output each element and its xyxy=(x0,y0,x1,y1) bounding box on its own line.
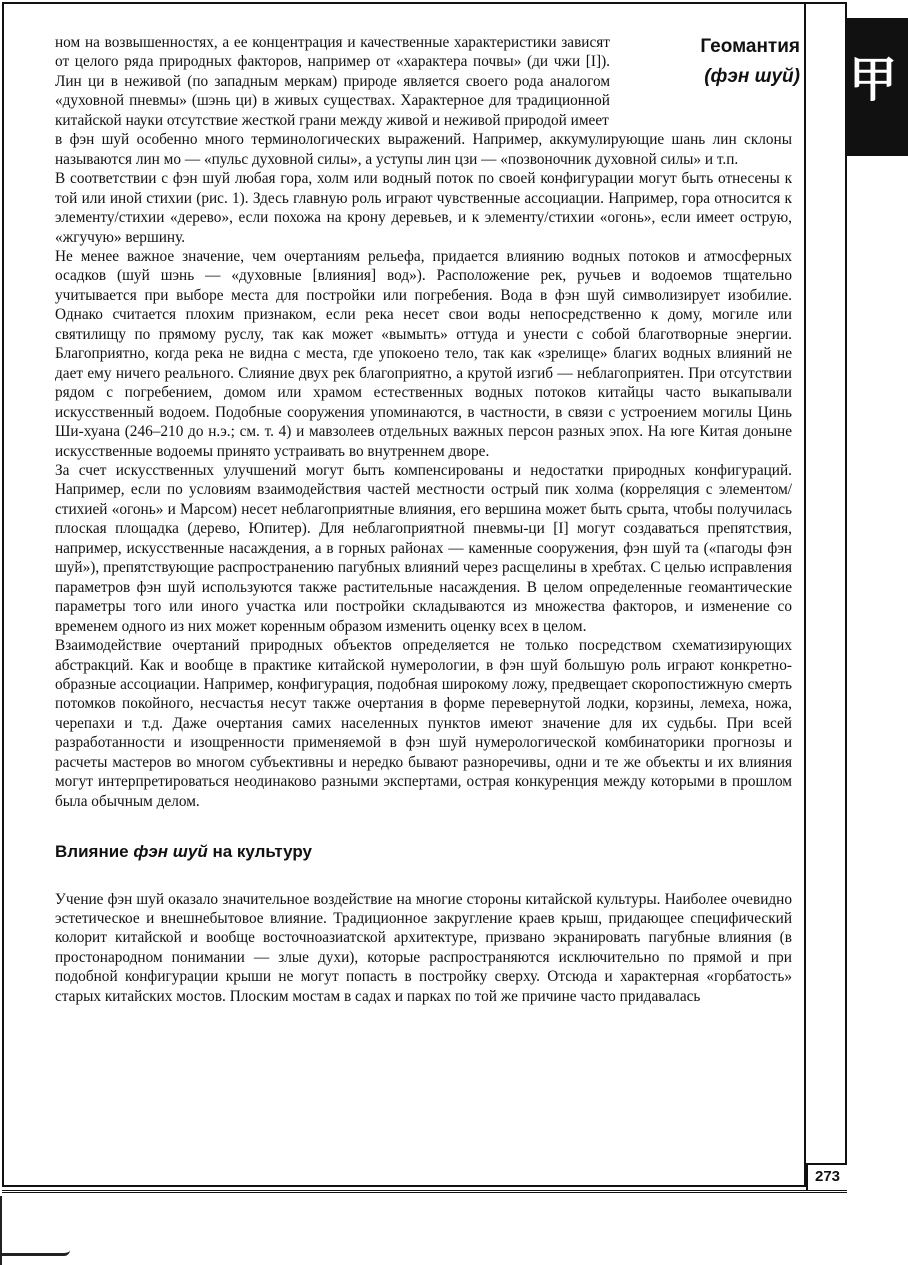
paragraph-5: Взаимодействие очертаний природных объектов определяется не только посредством схематизирующих абстракций. Как и вообще в практике китайской нумерологии, в фэн шуй большую роль играют конкретно-образные ассоциации. Например, конфигурация, подобная широкому ложу, предвещает скоропостижную смерть потомков покойного, несчастья несут также очертания в форме перевернутой лодки, корзины, лемеха, ножа, черепахи и т.д. Даже очертания самих населенных пунктов имеют значение для их судьбы. При всей разработанности и изощренности применяемой в фэн шуй нумерологической комбинаторики прогнозы и расчеты мастеров во многом субъективны и нередко бывают разноречивы, одни и те же объекты и их влияния могут интерпретироваться неодинаково разными экспертами, острая конкуренция между которыми в прошлом была обычным делом. xyxy=(55,637,792,810)
heading-part-1: Влияние xyxy=(55,842,134,862)
paragraph-2: В соответствии с фэн шуй любая гора, холм или водный поток по своей конфигурации могут быть отнесены к той или иной стихии (рис. 1). Здесь главную роль играют чувственные ассоциации. Например, гора относится к элементу/стихии «дерево», если похожа на крону деревьев, и к элементу/стихии «огонь», если имеет острую, «жгучую» вершину. xyxy=(55,170,792,246)
section-heading xyxy=(55,842,792,861)
paragraph-1-continued: в фэн шуй особенно много терминологических выражений. Например, аккумулирующие шань лин склоны называются лин мо — «пульс духовной силы», а уступы лин цзи — «позвоночник духовной силы» и т.п. xyxy=(55,131,792,168)
chinese-character-icon: 甲 xyxy=(848,52,897,108)
paragraph-3: Не менее важное значение, чем очертаниям рельефа, придается влиянию водных потоков и атмосферных осадков (шуй шэнь — «духовные [влияния] вод»). Расположение рек, ручьев и водоемов тщательно учитывается при выборе места для постройки или погребения. Вода в фэн шуй символизирует изобилие. Однако считается плохим признаком, если река несет свои воды непосредственно к дому, могиле или святилищу по прямому руслу, так как может «вымыть» оттуда и унести с собой благотворные энергии. Благоприятно, когда река не видна с места, где упокоено тело, так как «зрелище» благих водных влияний не дает ему ничего реального. Слияние двух рек благоприятно, а крутой изгиб — неблагоприятен. При отсутствии рядом с погребением, домом или храмом естественных водных потоков китайцы часто выкапывали искусственный водоем. Подобные сооружения упоминаются, в частности, в связи с устроением могилы Цинь Ши-хуана (246–210 до н.э.; см. т. 4) и мавзолеев отдельных важных персон разных эпох. На юге Китая доныне искусственные водоемы принято устраивать во внутреннем дворе. xyxy=(55,247,792,460)
page-number: 273 xyxy=(806,1163,847,1190)
heading-part-italic: фэн шуй xyxy=(133,842,208,862)
paragraph-4: За счет искусственных улучшений могут быть компенсированы и недостатки природных конфигураций. Например, если по условиям взаимодействия частей местности острый пик холма (корреляция с элементом/стихией «огонь» и Марсом) несет неблагоприятные влияния, его вершина может быть срыта, чтобы получилась плоская площадка (дерево, Юпитер). Для неблагоприятной пневмы-ци [I] могут создаваться препятствия, например, искусственные насаждения, а в горных районах — каменные сооружения, фэн шуй та («пагоды фэн шуй»), препятствующие распространению пагубных влияний через расщелины в хребтах. С целью исправления параметров фэн шуй используются также растительные насаждения. В целом определенные геомантические параметры того или иного участка или постройки складываются из множества факторов, и изменение со временем одного из них может коренным образом изменить оценку всех в целом. xyxy=(55,461,792,635)
running-head-title: Геомантия xyxy=(700,36,800,57)
running-head-subtitle: (фэн шуй) xyxy=(704,66,800,87)
paragraph-1-narrow: ном на возвышенностях, а ее концентрация и качественные характеристики зависят от целого ряда природных факторов, например от «характера почвы» (ди чжи [I]). Лин ци в неживой (по западным меркам) природе является своего рода аналогом «духовной пневмы» (шэнь ци) в живых существах. Характерное для традиционной китайской науки отсутствие жесткой грани между живой и неживой природой имеет xyxy=(55,34,610,129)
scan-artifact-curve xyxy=(0,1250,70,1256)
heading-part-2: на культуру xyxy=(207,842,312,862)
bottom-double-rule xyxy=(2,1190,847,1193)
paragraph-6: Учение фэн шуй оказало значительное воздействие на многие стороны китайской культуры. Наиболее очевидно эстетическое и внешнебытовое влияние. Традиционное закругление краев крыш, придающее специфический колорит китайской и вообще восточноазиатской архитектуре, призвано экранировать пагубные влияния (в простонародном понимании — злые духи), которые распространяются исключительно по прямой и при подобной конфигурации крыши не могут попасть в постройку сверху. Отсюда и характерная «горбатость» старых китайских мостов. Плоским мостам в садах и парках по той же причине часто придавалась xyxy=(55,890,792,1005)
main-text xyxy=(55,33,792,1006)
margin-rule xyxy=(804,2,806,1187)
